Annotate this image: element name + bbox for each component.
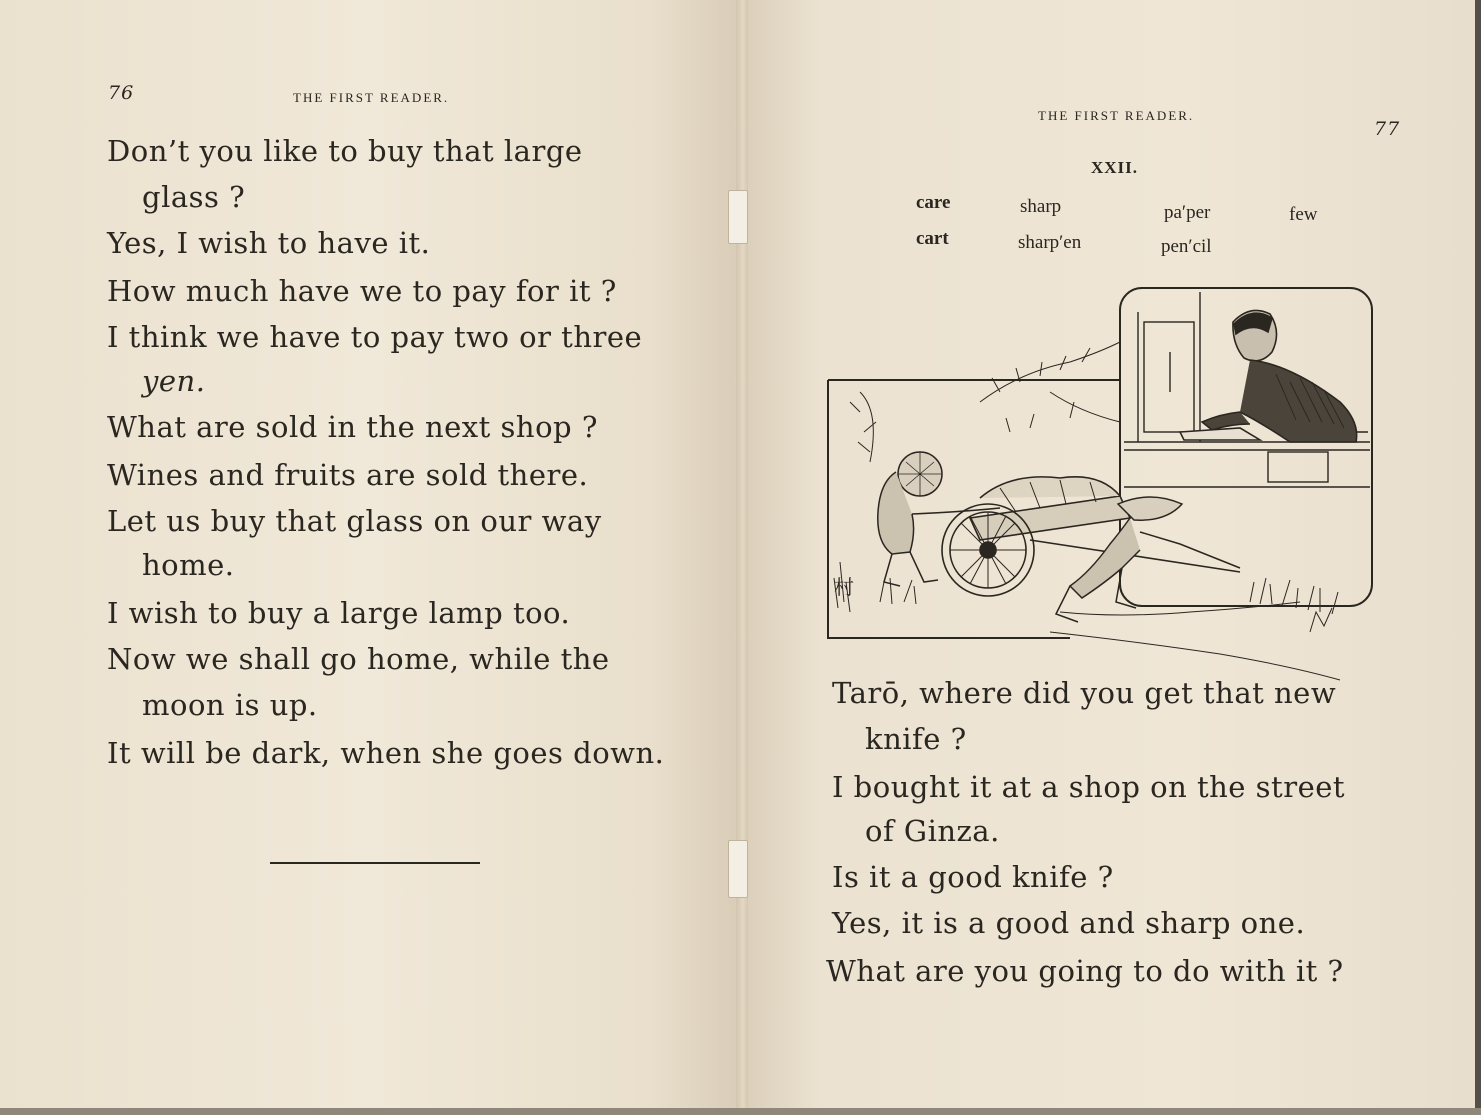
text-line: Is it a good knife ? xyxy=(832,860,1114,894)
text-line: home. xyxy=(142,548,235,582)
book-bottom-edge xyxy=(0,1108,1481,1115)
section-divider-rule xyxy=(270,862,480,864)
vocab-word: sharp xyxy=(1020,196,1062,217)
text-line: Yes, I wish to have it. xyxy=(107,226,431,260)
text-line: Now we shall go home, while the xyxy=(107,642,610,676)
text-line: of Ginza. xyxy=(865,814,1000,848)
text-line: It will be dark, when she goes down. xyxy=(107,736,665,770)
vocab-word: cart xyxy=(916,228,949,249)
text-line: I bought it at a shop on the street xyxy=(832,770,1346,804)
text-line: Yes, it is a good and sharp one. xyxy=(832,906,1306,940)
running-head-right: THE FIRST READER. xyxy=(1038,108,1195,123)
vocab-word: pa′per xyxy=(1164,202,1211,223)
binding-stitch xyxy=(728,840,748,898)
page-number-right: 77 xyxy=(1374,118,1401,140)
vocab-word: care xyxy=(916,192,951,213)
text-line-italic: yen. xyxy=(142,364,206,398)
text-line: moon is up. xyxy=(142,688,318,722)
text-line: How much have we to pay for it ? xyxy=(107,274,617,308)
text-line: I think we have to pay two or three xyxy=(107,320,643,354)
cart-and-boy-illustration xyxy=(820,282,1380,682)
text-line: What are you going to do with it ? xyxy=(826,954,1344,988)
illustration-signature: 村 xyxy=(834,575,854,599)
text-line: Don’t you like to buy that large xyxy=(107,134,583,168)
page-number-left: 76 xyxy=(108,82,135,104)
book-cover-edge xyxy=(1475,0,1481,1115)
left-page xyxy=(0,0,738,1108)
vocab-word: pen′cil xyxy=(1161,236,1212,257)
text-line: Tarō, where did you get that new xyxy=(832,676,1337,710)
text-line: knife ? xyxy=(865,722,967,756)
text-line: glass ? xyxy=(142,180,246,214)
text-line: Wines and fruits are sold there. xyxy=(107,458,589,492)
vocab-word: sharp′en xyxy=(1018,232,1082,253)
vocab-word: few xyxy=(1289,204,1318,225)
text-line: What are sold in the next shop ? xyxy=(107,410,598,444)
lesson-number: XXII. xyxy=(1091,158,1139,177)
running-head-left: THE FIRST READER. xyxy=(293,90,450,105)
text-line: Let us buy that glass on our way xyxy=(107,504,602,538)
binding-stitch xyxy=(728,190,748,244)
text-line: I wish to buy a large lamp too. xyxy=(107,596,571,630)
